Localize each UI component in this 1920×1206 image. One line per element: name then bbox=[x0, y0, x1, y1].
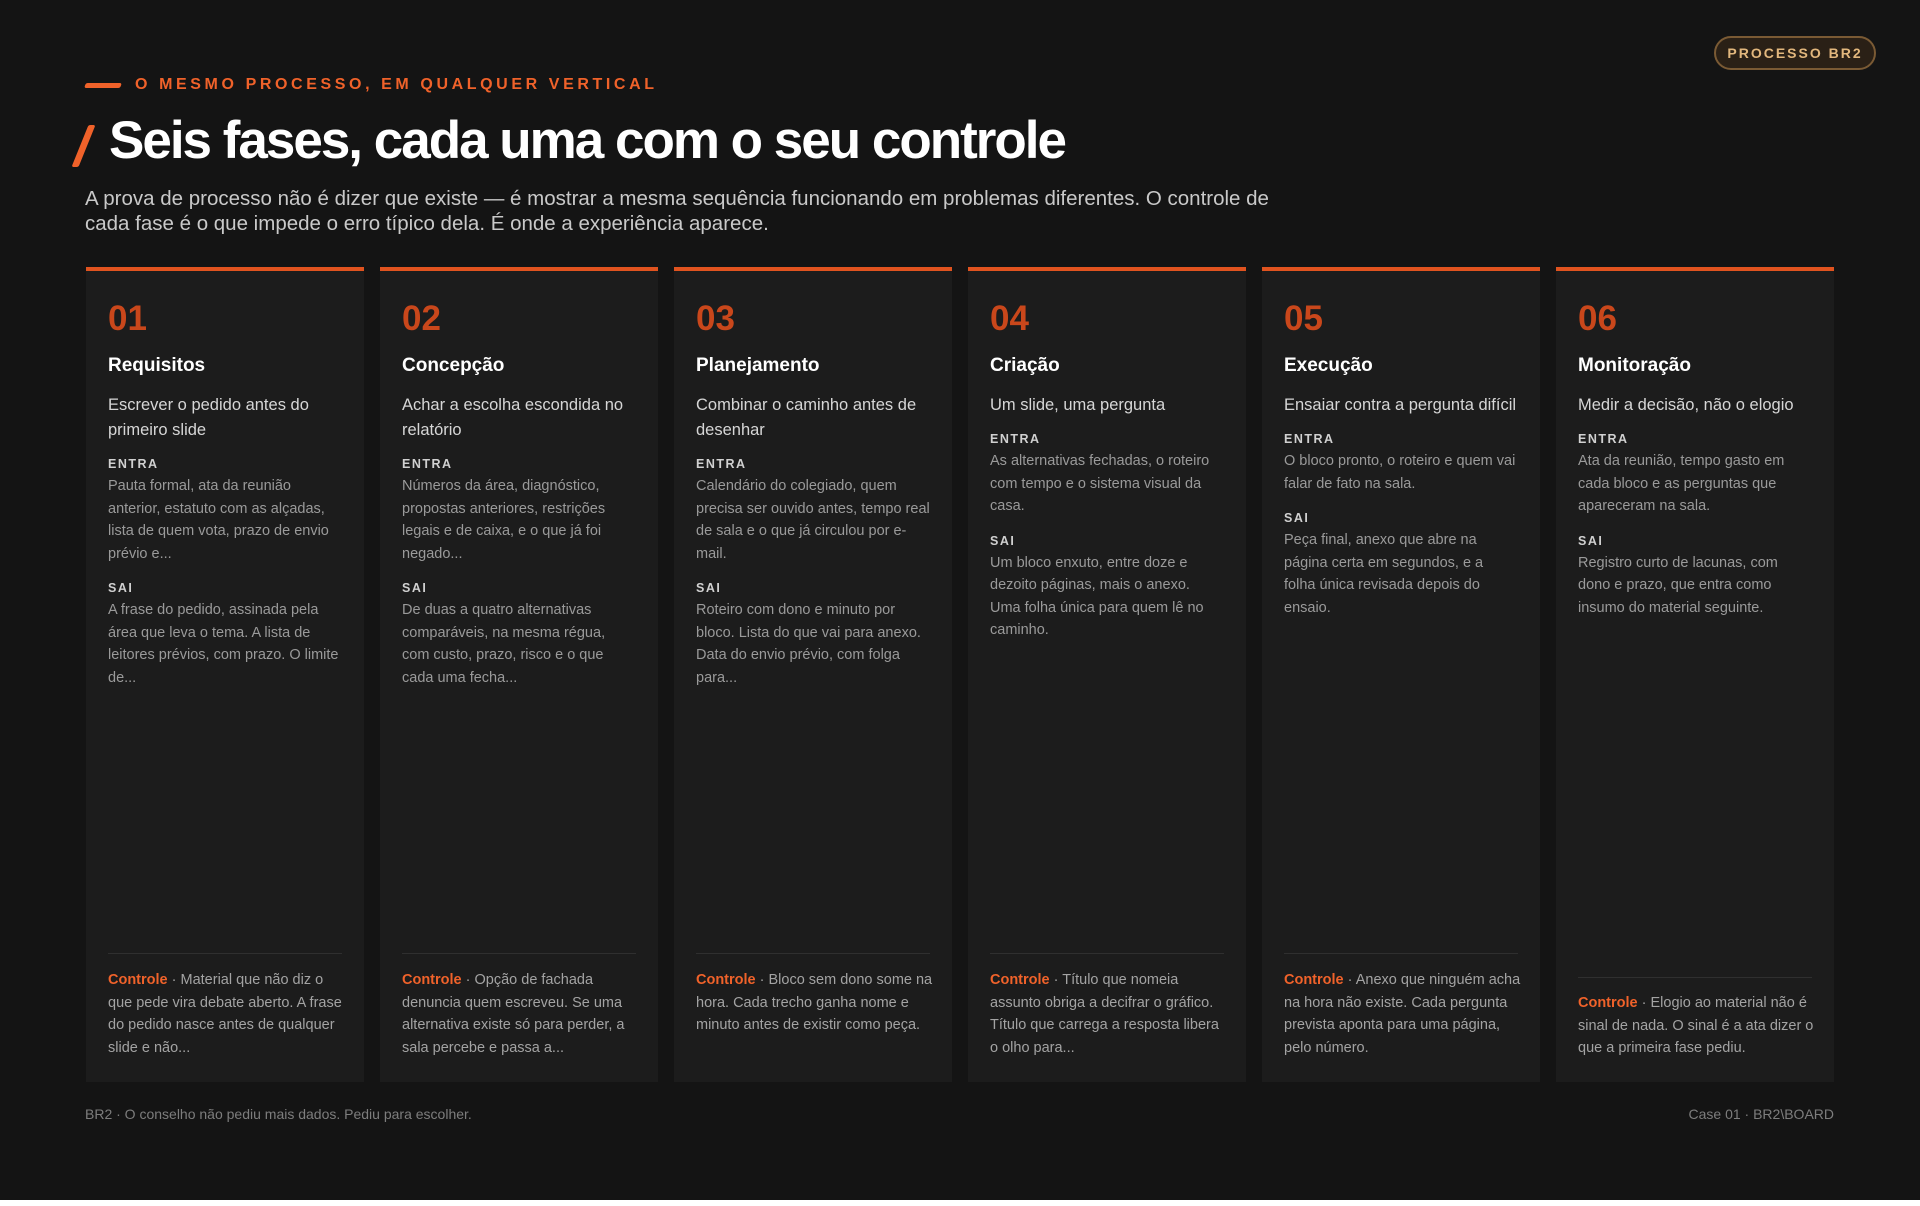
in-text: Calendário do colegiado, quem precisa ser ouvido antes, tempo real de sala e o que já circulou por e-mail. bbox=[696, 478, 930, 562]
control-text: Controle · Anexo que ninguém acha na hora não existe. Cada pergunta prevista aponta para uma página, pelo número. bbox=[1284, 972, 1521, 1056]
title-slash-icon bbox=[72, 125, 96, 167]
phase-number: 01 bbox=[108, 299, 147, 338]
in-text: Pauta formal, ata da reunião anterior, estatuto com as alçadas, lista de quem vota, prazo de envio prévio e... bbox=[108, 478, 329, 562]
eyebrow-dash-icon bbox=[84, 83, 122, 88]
control-body: Material que não diz o que pede vira debate aberto. A frase do pedido nasce antes de qualquer slide e não... bbox=[108, 972, 342, 1056]
in-text: As alternativas fechadas, o roteiro com tempo e o sistema visual da casa. bbox=[990, 453, 1210, 514]
phase-name: Requisitos bbox=[108, 355, 206, 376]
out-text: Peça final, anexo que abre na página certa em segundos, e a folha única revisada depois do ensaio. bbox=[1284, 532, 1484, 616]
phase-name: Planejamento bbox=[696, 355, 820, 376]
out-label: SAI bbox=[1578, 533, 1604, 548]
out-text: Um bloco enxuto, entre doze e dezoito páginas, mais o anexo. Uma folha única para quem lê no caminho. bbox=[990, 554, 1204, 638]
eyebrow-text: O MESMO PROCESSO, EM QUALQUER VERTICAL bbox=[135, 76, 658, 93]
control-divider bbox=[696, 953, 930, 954]
process-badge: PROCESSO BR2 bbox=[1714, 36, 1876, 70]
phase-tagline: Ensaiar contra a pergunta difícil bbox=[1284, 396, 1517, 414]
phase-tagline: Um slide, uma pergunta bbox=[990, 396, 1166, 414]
control-divider bbox=[108, 953, 342, 954]
control-label: Controle bbox=[108, 972, 168, 988]
page-subtitle: A prova de processo não é dizer que existe — é mostrar a mesma sequência funcionando em problemas diferentes. O controle de cada fase é o que impede o erro típico dela. É onde a experiência aparece. bbox=[85, 187, 1269, 235]
phase-number: 02 bbox=[402, 299, 441, 338]
in-label: ENTRA bbox=[108, 457, 159, 471]
in-label: ENTRA bbox=[402, 457, 453, 471]
control-label: Controle bbox=[1284, 972, 1344, 988]
phase-card-1 bbox=[86, 267, 364, 1082]
control-body: Bloco sem dono some na hora. Cada trecho ganha nome e minuto antes de existir como peça. bbox=[696, 972, 933, 1033]
out-label: SAI bbox=[402, 581, 428, 595]
phase-number: 03 bbox=[696, 299, 735, 338]
control-label: Controle bbox=[696, 972, 756, 988]
control-label: Controle bbox=[990, 972, 1050, 988]
phase-number: 06 bbox=[1578, 299, 1617, 338]
in-text: Ata da reunião, tempo gasto em cada bloco e as perguntas que apareceram na sala. bbox=[1578, 453, 1785, 514]
control-text: Controle · Elogio ao material não é sinal de nada. O sinal é a ata dizer o que a primeira fase pediu. bbox=[1578, 995, 1814, 1056]
out-text: A frase do pedido, assinada pela área que leva o tema. A lista de leitores prévios, com prazo. O limite de... bbox=[108, 602, 339, 686]
out-text: Registro curto de lacunas, com dono e prazo, que entra como insumo do material seguinte. bbox=[1578, 554, 1778, 616]
page-title: Seis fases, cada uma com o seu controle bbox=[109, 111, 1065, 170]
footer-case: Case 01 · BR2\BOARD bbox=[1688, 1106, 1834, 1122]
control-label: Controle bbox=[402, 972, 462, 988]
phase-tagline: Medir a decisão, não o elogio bbox=[1578, 396, 1794, 414]
control-divider bbox=[1284, 953, 1518, 954]
in-label: ENTRA bbox=[1578, 432, 1629, 446]
phase-name: Criação bbox=[990, 355, 1060, 376]
in-text: Números da área, diagnóstico, propostas anteriores, restrições legais e de caixa, e o que já foi negado... bbox=[402, 478, 606, 562]
control-divider bbox=[1578, 977, 1812, 978]
out-label: SAI bbox=[1284, 511, 1310, 525]
phase-card-6 bbox=[1556, 267, 1834, 1082]
phase-name: Monitoração bbox=[1578, 355, 1691, 376]
phase-tagline: Achar a escolha escondida no relatório bbox=[402, 396, 624, 439]
control-text: Controle · Material que não diz o que pede vira debate aberto. A frase do pedido nasce antes de qualquer slide e não... bbox=[108, 972, 342, 1056]
out-label: SAI bbox=[696, 581, 722, 595]
out-text: Roteiro com dono e minuto por bloco. Lista do que vai para anexo. Data do envio prévio, com folga para... bbox=[696, 602, 921, 686]
phase-name: Execução bbox=[1284, 355, 1373, 376]
control-text: Controle · Bloco sem dono some na hora. Cada trecho ganha nome e minuto antes de existir como peça. bbox=[696, 972, 933, 1033]
control-body: Anexo que ninguém acha na hora não existe. Cada pergunta prevista aponta para uma página, pelo número. bbox=[1284, 972, 1521, 1056]
phase-number: 05 bbox=[1284, 299, 1323, 338]
control-text: Controle · Título que nomeia assunto obriga a decifrar o gráfico. Título que carrega a resposta libera o olho para... bbox=[990, 972, 1219, 1056]
control-body: Título que nomeia assunto obriga a decifrar o gráfico. Título que carrega a resposta libera o olho para... bbox=[990, 972, 1219, 1056]
footer-note: BR2 · O conselho não pediu mais dados. Pediu para escolher. bbox=[85, 1106, 472, 1122]
title-block bbox=[80, 111, 1065, 170]
in-text: O bloco pronto, o roteiro e quem vai falar de fato na sala. bbox=[1284, 453, 1516, 492]
phase-card-4 bbox=[968, 267, 1246, 1082]
phase-card-5 bbox=[1262, 267, 1540, 1082]
out-label: SAI bbox=[990, 533, 1016, 548]
out-label: SAI bbox=[108, 581, 134, 595]
in-label: ENTRA bbox=[1284, 432, 1335, 446]
control-divider bbox=[990, 953, 1224, 954]
control-body: Opção de fachada denuncia quem escreveu. Se uma alternativa existe só para perder, a sala percebe e passa a... bbox=[402, 972, 625, 1056]
in-label: ENTRA bbox=[990, 432, 1041, 446]
control-body: Elogio ao material não é sinal de nada. O sinal é a ata dizer o que a primeira fase pediu. bbox=[1578, 995, 1814, 1056]
control-label: Controle bbox=[1578, 995, 1638, 1011]
phase-card-2 bbox=[380, 267, 658, 1082]
eyebrow bbox=[85, 76, 658, 94]
phase-tagline: Combinar o caminho antes de desenhar bbox=[696, 396, 917, 439]
control-divider bbox=[402, 953, 636, 954]
phase-name: Concepção bbox=[402, 355, 505, 376]
control-text: Controle · Opção de fachada denuncia quem escreveu. Se uma alternativa existe só para perder, a sala percebe e passa a... bbox=[402, 972, 625, 1056]
phase-card-3 bbox=[674, 267, 952, 1082]
phase-number: 04 bbox=[990, 299, 1029, 338]
phase-tagline: Escrever o pedido antes do primeiro slide bbox=[108, 396, 309, 439]
in-label: ENTRA bbox=[696, 457, 747, 471]
phase-cards bbox=[86, 267, 1834, 1082]
out-text: De duas a quatro alternativas comparáveis, na mesma régua, com custo, prazo, risco e o que cada uma fecha... bbox=[402, 602, 606, 686]
